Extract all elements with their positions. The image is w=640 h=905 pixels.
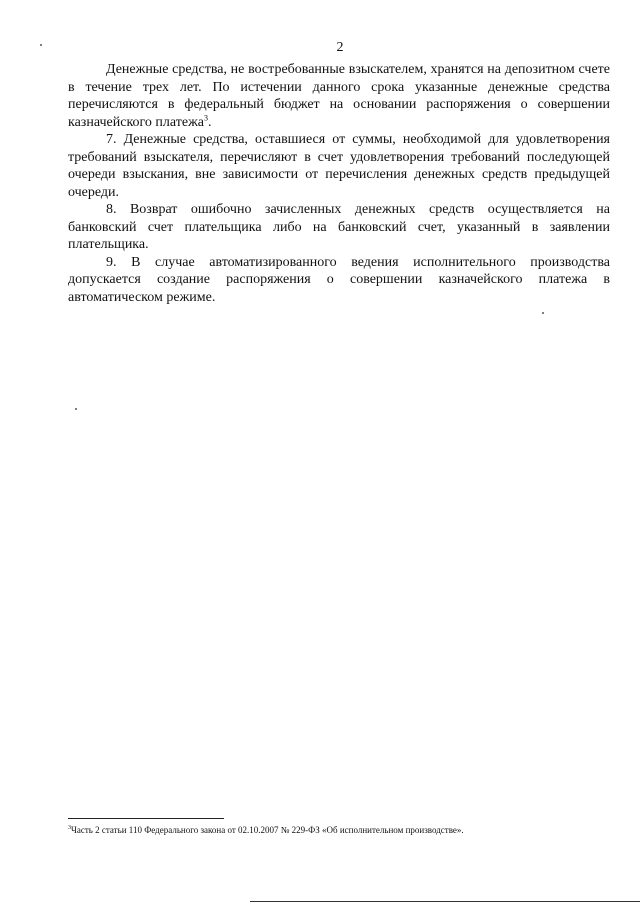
footnote-divider	[68, 818, 224, 819]
scan-speck	[40, 44, 42, 46]
paragraph-deposit-storage-text: Денежные средства, не востребованные взыскателем, хранятся на депозитном счете в течение трех лет. По истечении данного срока указанные денежные средства перечисляются в федеральный бюджет на основании распоряжения о совершении казначейского платежа	[68, 62, 610, 130]
scan-speck	[542, 312, 544, 314]
footnote	[68, 824, 588, 836]
page-number: 2	[336, 40, 344, 55]
footnote-reference: 3	[203, 112, 208, 122]
footnote-text: Часть 2 статьи 110 Федерального закона от 02.10.2007 № 229-ФЗ «Об исполнительном производстве».	[71, 825, 464, 835]
paragraph-8-refund: 8. Возврат ошибочно зачисленных денежных средств осуществляется на банковский счет плательщика либо на банковский счет, указанный в заявлении плательщика.	[68, 202, 610, 252]
scan-speck	[75, 408, 77, 410]
scan-edge-line	[250, 901, 640, 902]
document-body	[68, 61, 610, 306]
paragraph-9-automated-mode: 9. В случае автоматизированного ведения исполнительного производства допускается создание распоряжения о совершении казначейского платежа в автоматическом режиме.	[68, 254, 610, 305]
footnote-marker: 3	[68, 825, 71, 831]
paragraph-deposit-storage	[68, 61, 610, 131]
paragraph-7-remaining-funds: 7. Денежные средства, оставшиеся от суммы, необходимой для удовлетворения требований взыскателя, перечисляют в счет удовлетворения требований последующей очереди взыскания, вне зависимости от перечисления денежных средств предыдущей очереди.	[68, 132, 610, 200]
paragraph-deposit-storage-tail: .	[207, 114, 212, 130]
